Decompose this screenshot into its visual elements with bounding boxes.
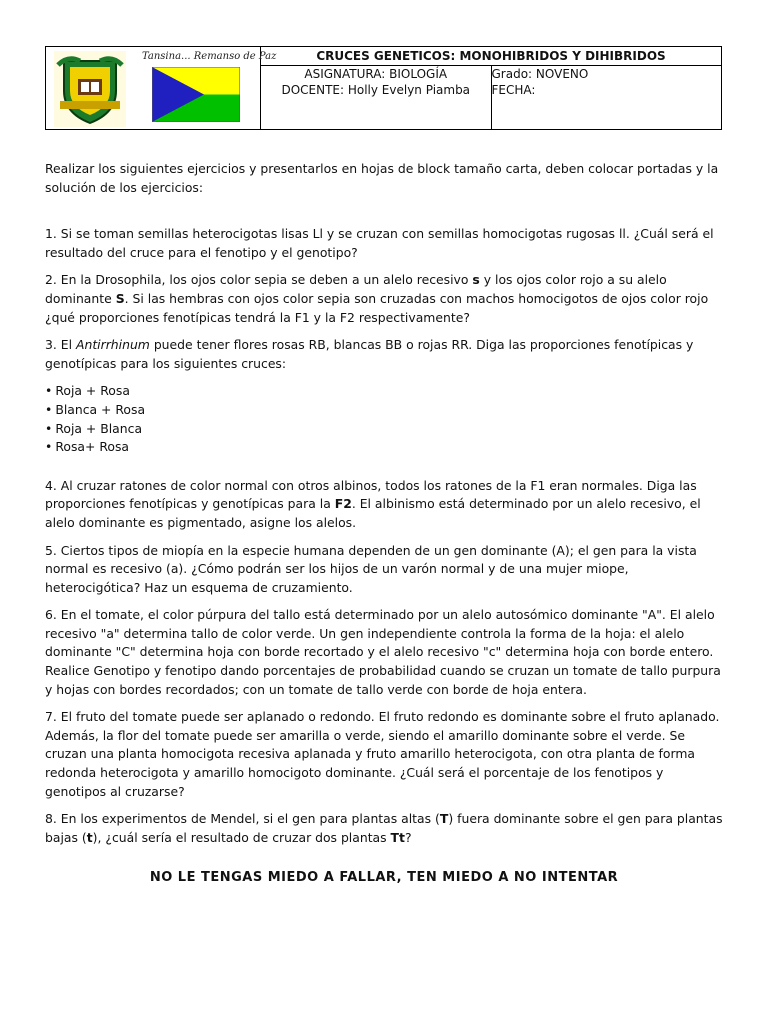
logo-cell xyxy=(46,47,277,130)
date-label: FECHA: xyxy=(491,83,536,97)
header-table xyxy=(45,46,722,130)
list-item: • Blanca + Rosa xyxy=(45,401,723,420)
list-item: • Roja + Blanca xyxy=(45,420,723,439)
instructions-text: Realizar los siguientes ejercicios y presentarlos en hojas de block tamaño carta, deben colocar portadas y la solución de los ejercicios: xyxy=(45,161,719,195)
grade-label: Grado: NOVENO xyxy=(491,67,589,81)
question-7: 7. El fruto del tomate puede ser aplanado o redondo. El fruto redondo es dominante sobre el fruto aplanado. Además, la flor del tomate puede ser amarilla o verde, siendo el amarillo dominante sobre el verde. Se cruzan una planta homocigota recesiva aplanada y fruto amarillo heterocigota, con otra planta de forma redonda heterocigota y amarillo homocigoto dominante. ¿Cuál será el porcentaje de los fenotipos y genotipos al cruzarse? xyxy=(45,709,720,799)
list-item: • Roja + Rosa xyxy=(45,382,723,401)
question-3: 3. El Antirrhinum puede tener flores rosas RB, blancas BB o rojas RR. Diga las proporciones fenotípicas y genotípicas para los siguientes cruces: xyxy=(45,337,694,371)
exercise-content xyxy=(45,160,723,856)
question-8: 8. En los experimentos de Mendel, si el gen para plantas altas (T) fuera dominante sobre el gen para plantas bajas (t), ¿cuál sería el resultado de cruzar dos plantas Tt? xyxy=(45,811,723,845)
question-2: 2. En la Drosophila, los ojos color sepia se deben a un alelo recesivo s y los ojos color rojo a su alelo dominante S. Si las hembras con ojos color sepia son cruzadas con machos homocigotos de ojos color rojo ¿qué proporciones fenotípicas tendrá la F1 y la F2 respectivamente? xyxy=(45,272,709,325)
question-4: 4. Al cruzar ratones de color normal con otros albinos, todos los ratones de la F1 eran normales. Diga las proporciones fenotípicas y genotípicas para la F2. El albinismo está determinado por un alelo recesivo, el alelo dominante es pigmentado, asigne los alelos. xyxy=(45,477,701,530)
school-flag-image xyxy=(152,67,240,122)
motivational-quote: NO LE TENGAS MIEDO A FALLAR, TEN MIEDO A NO INTENTAR xyxy=(149,870,619,885)
subject-teacher-cell xyxy=(261,66,492,130)
question-1: 1. Si se toman semillas heterocigotas lisas Ll y se cruzan con semillas homocigotas rugosas ll. ¿Cuál será el resultado del cruce para el fenotipo y el genotipo? xyxy=(45,226,714,260)
subject-label: ASIGNATURA: BIOLOGÍA xyxy=(304,67,448,81)
school-motto: Tansina... Remanso de Paz xyxy=(142,51,277,62)
grade-date-cell xyxy=(491,66,722,130)
school-crest-logo xyxy=(54,51,126,127)
question-5: 5. Ciertos tipos de miopía en la especie humana dependen de un gen dominante (A); el gen para la vista normal es recesivo (a). ¿Cómo podrán ser los hijos de un varón normal y de una mujer miope, heterocigótica? Haz un esquema de cruzamiento. xyxy=(45,542,697,595)
cross-list xyxy=(45,382,723,456)
question-6: 6. En el tomate, el color púrpura del tallo está determinado por un alelo autosómico dominante "A". El alelo recesivo "a" determina tallo de color verde. Un gen independiente controla la forma de la hoja: el alelo dominante "C" determina hoja con borde recortado y el alelo recesivo "c" determina hoja con borde entero. Realice Genotipo y fenotipo dando porcentajes de probabilidad cuando se cruzan un tomate de tallo purpura y hojas con bordes recordados; con un tomate de tallo verde con borde de hoja entera. xyxy=(45,607,721,697)
document-title: CRUCES GENETICOS: MONOHIBRIDOS Y DIHIBRIDOS xyxy=(261,47,722,66)
teacher-label: DOCENTE: Holly Evelyn Piamba xyxy=(281,83,471,97)
list-item: • Rosa+ Rosa xyxy=(45,438,723,457)
